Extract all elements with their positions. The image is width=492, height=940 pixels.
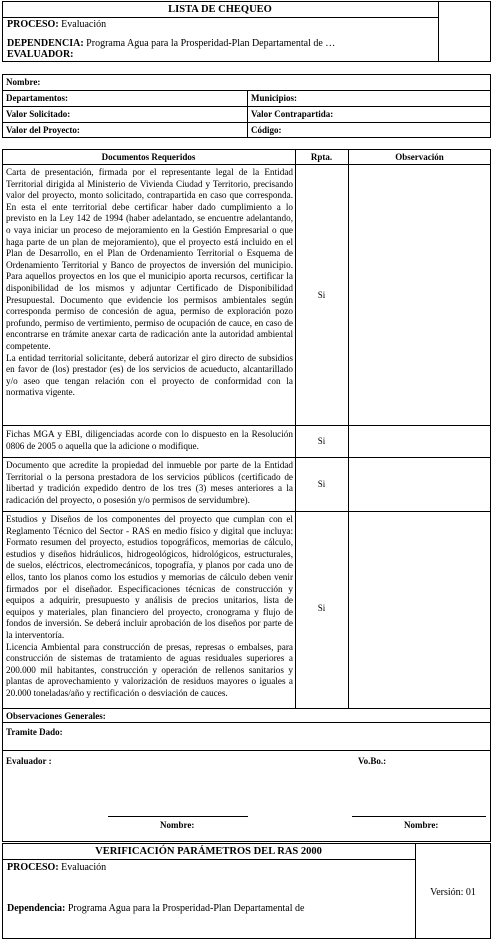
page2-proceso-label: PROCESO: xyxy=(7,862,59,873)
requirement-text xyxy=(6,167,293,399)
requirement-text xyxy=(6,514,293,700)
requirement-paragraph: La entidad territorial solicitante, deberá autorizar el giro directo de subsidios en favor de (los) prestador (es) de los servicios de acueducto, alcantarillado y/o aseo que tengan relación con el proyecto de conformidad con la normativa vigente. xyxy=(6,352,293,398)
page2-dependencia-line xyxy=(7,903,304,914)
req-row-rule-1 xyxy=(2,425,491,426)
dependencia-line xyxy=(7,38,335,49)
valor-contrapartida-label: Valor Contrapartida: xyxy=(251,109,334,119)
requirement-paragraph: Estudios y Diseños de los componentes del proyecto que cumplan con el Reglamento Técnico del Sector - RAS en medio físico y digital que incluya: Formato resumen del proyecto, estudios topográficos, memorias de cálculo, estudios y diseños hidráulicos, hidrogeológicos, hidrológicos, estructurales, de suelos, eléctricos, electromecánicos, topografía, y planos por cada uno de ellos, tanto los planos como los estudios y memorias de cálculo deben venir firmados por el diseñador. Especificaciones técnicas de construcción y equipos a adquirir, presupuesto y análisis de precios unitarios, lista de equipos y materiales, plan financiero del proyecto, cronograma y flujo de fondos de inversión. Se deberá incluir aprobación de los diseños por parte de la interventoría. xyxy=(6,514,293,640)
dependencia-label: DEPENDENCIA: xyxy=(7,38,84,49)
codigo-label: Código: xyxy=(251,125,282,135)
header-divider xyxy=(438,1,439,62)
header-title-rule xyxy=(2,17,438,18)
requirement-paragraph: Licencia Ambiental para construcción de presas, represas o embalses, para construcción de sistemas de tratamiento de aguas residuales superiores a 200.000 mil habitantes, construcción y operación de rellenos sanitarios y plantas de aprovechamiento y valorización de residuos mayores o iguales a 20.000 toneladas/año y rectificación o desviación de cauces. xyxy=(6,641,293,698)
vobo-signature-line xyxy=(352,816,486,817)
rpta-value: Si xyxy=(317,290,326,300)
info-col-divider xyxy=(247,90,248,138)
document-title: LISTA DE CHEQUEO xyxy=(168,4,272,15)
vobo-nombre-label: Nombre: xyxy=(404,820,439,830)
req-row-rule-3 xyxy=(2,511,491,512)
observaciones-rule xyxy=(2,722,491,723)
observaciones-generales-label: Observaciones Generales: xyxy=(6,711,106,721)
page2-title: VERIFICACIÓN PARÁMETROS DEL RAS 2000 xyxy=(95,846,322,857)
proceso-label: PROCESO: xyxy=(7,19,59,30)
requirement-paragraph: Fichas MGA y EBI, diligenciadas acorde con lo dispuesto en la Resolución 0806 de 2005 o aquella que la adicione o modifique. xyxy=(6,429,293,451)
col-header-documentos: Documentos Requeridos xyxy=(101,152,196,162)
page2-dependencia-label: Dependencia: xyxy=(7,903,66,914)
requirement-paragraph: Documento que acredite la propiedad del inmueble por parte de la Entidad Territorial o la persona prestadora de los servicios públicos (certificado de libertad y tradición expedido dentro de los tres (3) meses anteriores a la radicación del proyecto, o posesión y/o permisos de servidumbre). xyxy=(6,460,293,505)
rpta-value: Si xyxy=(317,479,326,489)
req-row-rule-2 xyxy=(2,457,491,458)
req-col-divider-1 xyxy=(295,149,296,708)
valor-solicitado-label: Valor Solicitado: xyxy=(6,109,71,119)
col-header-observacion: Observación xyxy=(395,152,444,162)
evaluador-label: Evaluador : xyxy=(6,756,52,766)
requirement-text xyxy=(6,460,293,506)
page2-version: Versión: 01 xyxy=(430,887,476,898)
page2-title-rule xyxy=(2,859,415,860)
requirement-paragraph: Carta de presentación, firmada por el representante legal de la Entidad Territorial dirigida al Ministerio de Vivienda Ciudad y Territorio, precisando valor del proyecto, monto solicitado, contrapartida en caso que corresponda. En esta el ente territorial debe certificar haber dado cumplimiento a lo previsto en la Ley 142 de 1994 (haber adelantado, se encuentre adelantando, o vaya iniciar un proceso de mejoramiento en la Gestión Empresarial o que haga parte de un plan de mejoramiento), que el proyecto está incluido en el Plan de Desarrollo, en el Plan de Ordenamiento Territorial o Esquema de Ordenamiento Territorial y Banco de proyectos de inversión del municipio. Para aquellos proyectos en los que el municipio aporta recursos, certificar la disponibilidad de los mismos y adjuntar Certificado de Disponibilidad Presupuestal. Documento que evidencie los permisos ambientales según corresponda permiso de concesión de agua, permiso de exploración pozo profundo, permiso de vertimiento, permiso de ocupación de cauce, en caso de encontrarse en trámite anexar carta de radicación ante la autoridad ambiental competente. xyxy=(6,167,293,351)
requirement-text xyxy=(6,429,293,452)
proceso-value: Evaluación xyxy=(61,19,107,30)
page2-dependencia-value: Programa Agua para la Prosperidad-Plan Departamental de xyxy=(67,903,305,914)
tramite-dado-label: Tramite Dado: xyxy=(6,727,63,737)
rpta-value: Si xyxy=(317,436,326,446)
evaluador-nombre-label: Nombre: xyxy=(160,820,195,830)
page2-proceso-value: Evaluación xyxy=(61,862,107,873)
evaluador-header-label: EVALUADOR: xyxy=(7,49,74,60)
departamentos-label: Departamentos: xyxy=(6,93,68,103)
evaluador-signature-line xyxy=(108,816,248,817)
municipios-label: Municipios: xyxy=(251,93,298,103)
req-row-rule-4 xyxy=(2,708,491,709)
tramite-rule xyxy=(2,750,491,751)
rpta-value: Si xyxy=(317,603,326,613)
req-col-divider-2 xyxy=(348,149,349,708)
page2-proceso-line xyxy=(7,862,106,873)
proceso-line xyxy=(7,19,106,30)
dependencia-value: Programa Agua para la Prosperidad-Plan Departamental de … xyxy=(86,38,336,49)
req-header-rule xyxy=(2,164,491,165)
col-header-rpta: Rpta. xyxy=(310,152,333,162)
vobo-label: Vo.Bo.: xyxy=(358,756,387,766)
nombre-label: Nombre: xyxy=(6,77,41,87)
valor-proyecto-label: Valor del Proyecto: xyxy=(6,125,80,135)
